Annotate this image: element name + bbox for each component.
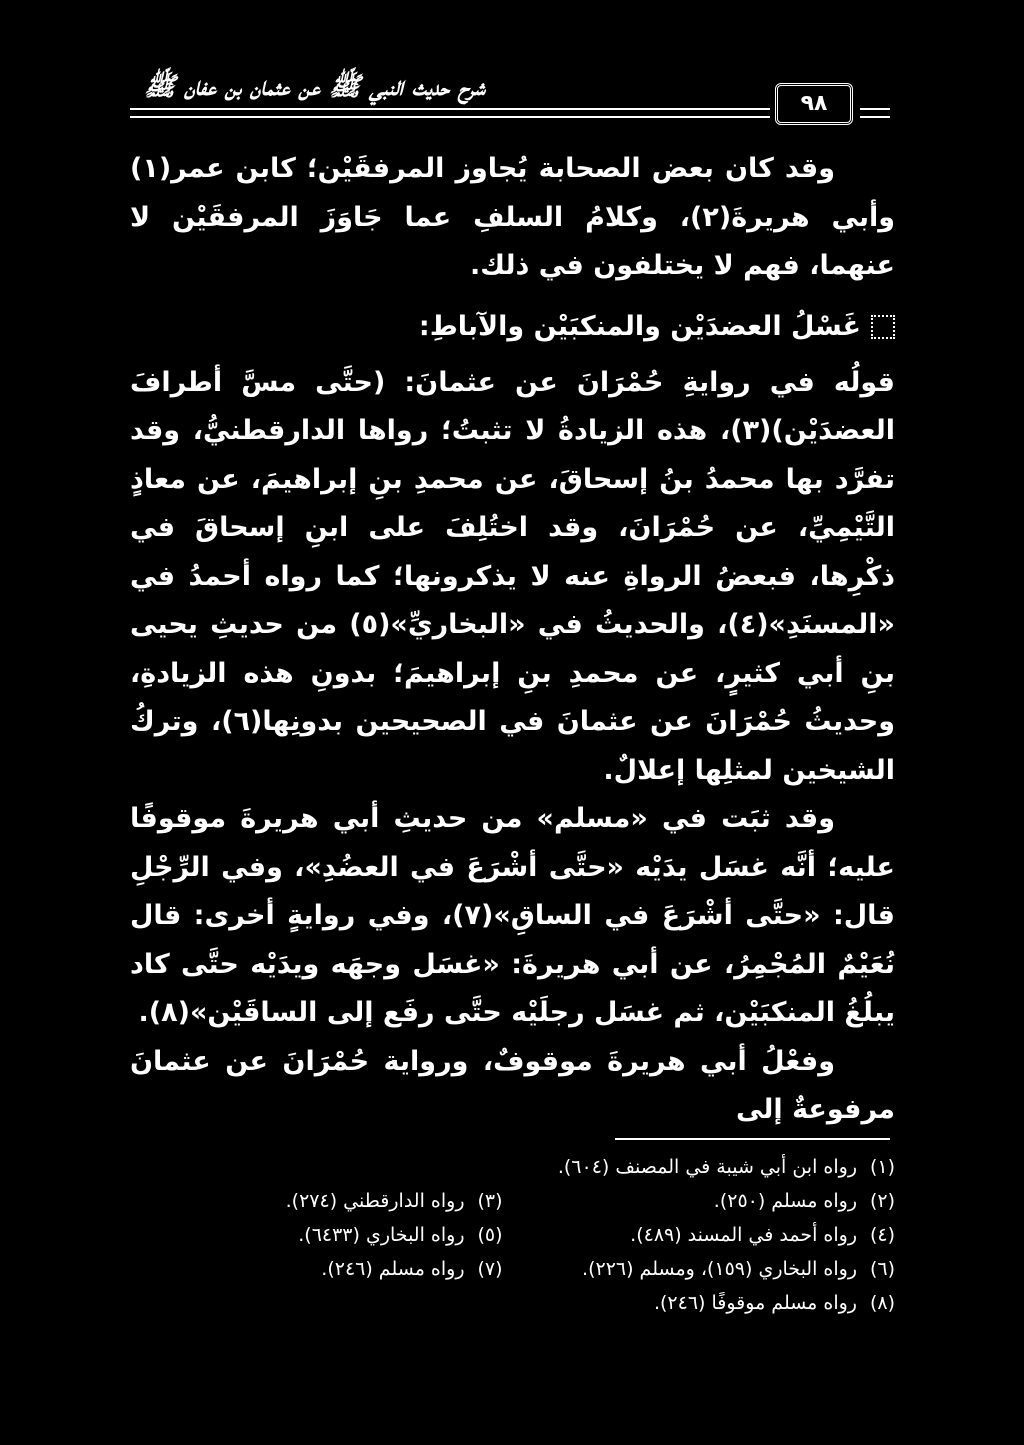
footnote: (٥)رواه البخاري (٦٤٣٣). — [298, 1224, 503, 1246]
section-heading-text: غَسْلُ العضدَيْن والمنكبَيْن والآباطِ: — [418, 310, 861, 342]
main-text — [130, 145, 895, 1135]
ornament-icon — [871, 315, 895, 339]
paragraph: قولُه في روايةِ حُمْرَانَ عن عثمانَ: (حتَّى مسَّ أطرافَ العضدَيْن)(٣)، هذه الزيادةُ لا تثبتُ؛ رواها الدارقطنيُّ، وقد تفرَّد بها محمدُ بنُ إسحاقَ، عن محمدِ بنِ إبراهيمَ، عن معاذٍ التَّيْمِيِّ، عن حُمْرَانَ، وقد اختُلِفَ على ابنِ إسحاقَ في ذكْرِها، فبعضُ الرواةِ عنه لا يذكرونها؛ كما رواه أحمدُ في «المسنَدِ»(٤)، والحديثُ في «البخاريِّ»(٥) من حديثِ يحيى بنِ أبي كثيرٍ، عن محمدِ بنِ إبراهيمَ؛ بدونِ هذه الزيادةِ، وحديثُ حُمْرَانَ عن عثمانَ في الصحيحين بدونِها(٦)، وتركُ الشيخين لمثلِها إعلالٌ. — [130, 366, 895, 786]
footnote — [130, 1150, 503, 1184]
footnotes — [130, 1150, 895, 1320]
footnote: (٨)رواه مسلم موقوفًا (٢٤٦). — [653, 1292, 895, 1314]
header-rule — [130, 116, 770, 118]
footnote: (٧)رواه مسلم (٢٤٦). — [321, 1258, 503, 1280]
paragraph: وقد ثبَت في «مسلم» من حديثِ أبي هريرةَ موقوفًا عليه؛ أنَّه غسَل يدَيْه «حتَّى أشْرَعَ في العضُدِ»، وفي الرِّجْلِ قال: «حتَّى أشْرَعَ في الساقِ»(٧)، وفي روايةٍ أخرى: قال نُعَيْمٌ المُجْمِرُ، عن أبي هريرةَ: «غسَل وجهَه ويدَيْه حتَّى كاد يبلُغُ المنكبَيْن، ثم غسَل رجلَيْه حتَّى رفَع إلى الساقَيْن»(٨). — [130, 803, 895, 1028]
header-rule — [130, 108, 770, 110]
running-title: شرح حديث النبي ﷺ عن عثمان بن عفان ﷺ — [143, 72, 485, 102]
footnote: (٦)رواه البخاري (١٥٩)، ومسلم (٢٢٦). — [582, 1258, 895, 1280]
footnote: (٤)رواه أحمد في المسند (٤٨٩). — [630, 1224, 895, 1246]
header-rule — [860, 108, 890, 110]
footnote: (٢)رواه مسلم (٢٥٠). — [713, 1190, 895, 1212]
paragraph: وقد كان بعض الصحابة يُجاوز المرفقَيْن؛ كابن عمر(١) وأبي هريرةَ(٢)، وكلامُ السلفِ عما جَاوَزَ المرفقَيْن لا عنهما، فهم لا يختلفون في ذلك. — [130, 153, 896, 281]
header-rule — [860, 116, 890, 118]
footnote: (٣)رواه الدارقطني (٢٧٤). — [285, 1190, 503, 1212]
paragraph: وفعْلُ أبي هريرةَ موقوفٌ، ورواية حُمْرَانَ عن عثمانَ مرفوعةٌ إلى — [130, 1045, 895, 1125]
footnote-separator — [615, 1138, 890, 1140]
footnote: (١)رواه ابن أبي شيبة في المصنف (٦٠٤). — [557, 1156, 895, 1178]
page-number: ٩٨ — [775, 83, 853, 125]
section-heading — [130, 299, 895, 355]
